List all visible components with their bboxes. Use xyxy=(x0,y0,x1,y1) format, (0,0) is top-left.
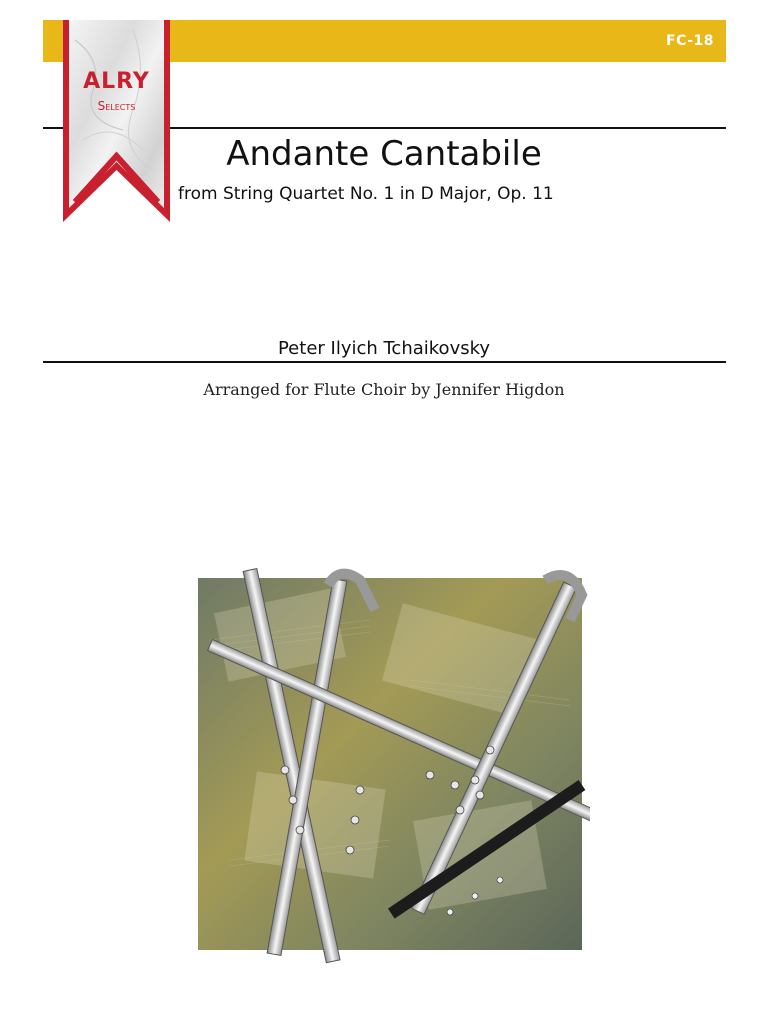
middle-divider xyxy=(43,361,726,363)
piece-title: Andante Cantabile xyxy=(226,134,542,174)
composer-name: Peter Ilyich Tchaikovsky xyxy=(277,338,491,359)
logo-brand: ALRY xyxy=(83,69,150,94)
catalog-number: FC-18 xyxy=(666,33,714,49)
arranger-credit: Arranged for Flute Choir by Jennifer Higdon xyxy=(203,380,565,399)
alry-logo-banner xyxy=(63,20,170,222)
crossed-flutes-icon xyxy=(190,560,590,970)
piece-subtitle: from String Quartet No. 1 in D Major, Op. 11 xyxy=(178,184,554,204)
logo-tagline: Selects xyxy=(97,99,136,113)
